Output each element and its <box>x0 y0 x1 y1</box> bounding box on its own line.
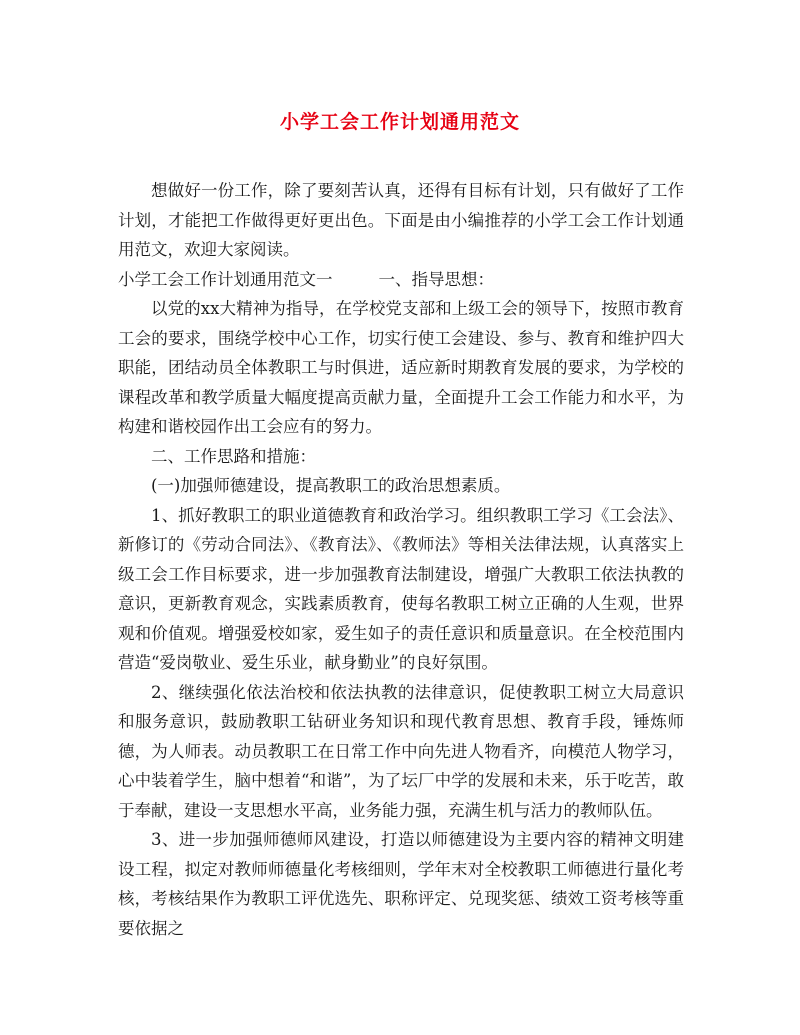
item-paragraph-1: 1、抓好教职工的职业道德教育和政治学习。组织教职工学习《工会法》、新修订的《劳动合同法》、《教育法》、《教师法》等相关法律法规，认真落实上级工会工作目标要求，进一步加强教育法制建设，增强广大教职工依法执教的意识，更新教育观念，实践素质教育，使每名教职工树立正确的人生观，世界观和价值观。增强爱校如家，爱生如子的责任意识和质量意识。在全校范围内营造“爱岗敬业、爱生乐业，献身勤业”的良好氛围。 <box>118 505 684 672</box>
item-paragraph-3: 3、进一步加强师德师风建设，打造以师德建设为主要内容的精神文明建设工程，拟定对教师师德量化考核细则，学年末对全校教职工师德进行量化考核，考核结果作为教职工评优选先、职称评定、兑现奖惩、绩效工资考核等重要依据之 <box>118 830 684 938</box>
heading-guiding-ideology: 一、指导思想： <box>378 269 494 289</box>
document-body <box>118 176 684 943</box>
section-title: 小学工会工作计划通用范文一 <box>118 269 333 289</box>
item-paragraph-2: 2、继续强化依法治校和依法执教的法律意识，促使教职工树立大局意识和服务意识，鼓励教职工钻研业务知识和现代教育思想、教育手段，锤炼师德，为人师表。动员教职工在日常工作中向先进人物看齐，向模范人物学习，心中装着学生，脑中想着“和谐”，为了坛厂中学的发展和未来，乐于吃苦，敢于奉献，建设一支思想水平高，业务能力强，充满生机与活力的教师队伍。 <box>118 682 684 820</box>
sub-heading-ethics: (一)加强师德建设，提高教职工的政治思想素质。 <box>151 476 511 495</box>
document-title: 小学工会工作计划通用范文 <box>279 111 520 133</box>
intro-paragraph: 想做好一份工作，除了要刻苦认真，还得有目标有计划，只有做好了工作计划，才能把工作做得更好更出色。下面是由小编推荐的小学工会工作计划通用范文，欢迎大家阅读。 <box>118 181 684 259</box>
heading-work-measures: 二、工作思路和措施： <box>151 446 316 466</box>
section-line <box>118 265 684 295</box>
guiding-ideology-paragraph: 以党的xx大精神为指导，在学校党支部和上级工会的领导下，按照市教育工会的要求，围绕学校中心工作，切实行使工会建设、参与、教育和维护四大职能，团结动员全体教职工与时俱进，适应新时期教育发展的要求，为学校的课程改革和教学质量大幅度提高贡献力量，全面提升工会工作能力和水平，为构建和谐校园作出工会应有的努力。 <box>118 299 684 436</box>
